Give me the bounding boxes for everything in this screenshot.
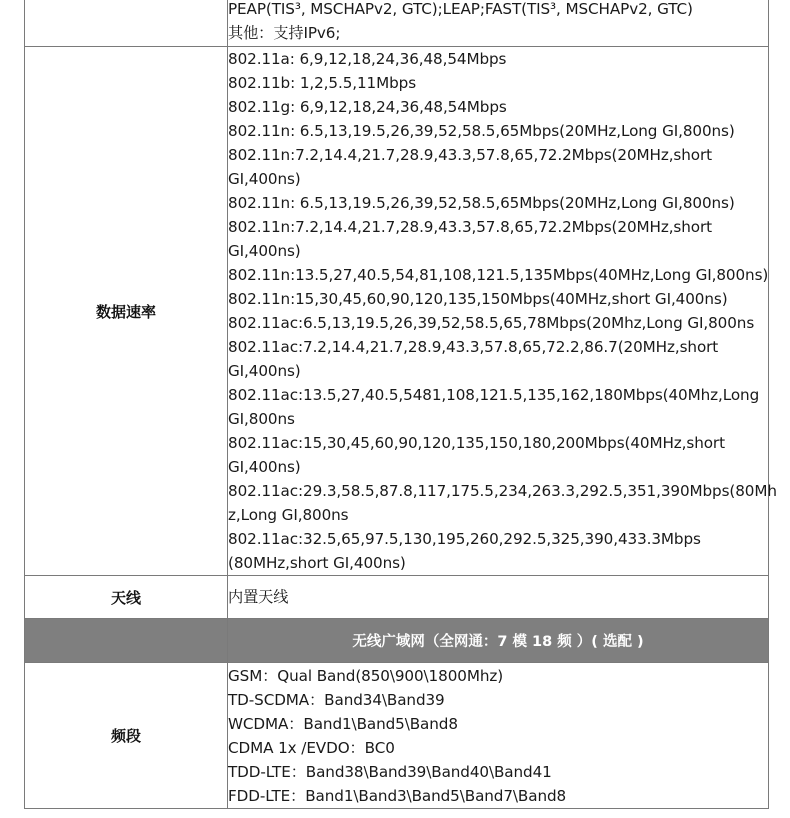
spec-line: 802.11n:13.5,27,40.5,54,81,108,121.5,135Mbps(40MHz,Long GI,800ns) (228, 266, 769, 284)
spec-line: 802.11a: 6,9,12,18,24,36,48,54Mbps (228, 50, 507, 68)
spec-line: 802.11ac:6.5,13,19.5,26,39,52,58.5,65,78Mbps(20Mhz,Long GI,800ns (228, 314, 755, 332)
frequency-label: 频段 (25, 663, 228, 809)
row-wwan-section-header (25, 619, 769, 663)
wwan-section-title: 无线广域网（全网通：7 模 18 频 ）( 选配 ) (228, 619, 769, 663)
spec-line: 其他：支持IPv6; (228, 23, 341, 42)
spec-table (24, 0, 777, 809)
spec-line: GSM：Qual Band(850\900\1800Mhz) (228, 666, 504, 685)
auth-value-cell (228, 0, 769, 47)
frequency-lines (228, 664, 768, 808)
data-rate-value-cell (228, 47, 777, 576)
spec-line: GI,400ns) (228, 362, 301, 380)
spec-line: GI,400ns) (228, 170, 301, 188)
spec-line: PEAP(TIS³, MSCHAPv2, GTC);LEAP;FAST(TIS³, MSCHAPv2, GTC) (228, 0, 693, 18)
spec-line: 802.11ac:32.5,65,97.5,130,195,260,292.5,325,390,433.3Mbps (228, 530, 701, 548)
spec-line: 802.11ac:13.5,27,40.5,5481,108,121.5,135,162,180Mbps(40Mhz,Long (228, 386, 760, 404)
row-authentication (25, 0, 769, 47)
section-header-blank-cell (25, 619, 228, 663)
spec-line: (80MHz,short GI,400ns) (228, 554, 406, 572)
spec-line: 802.11n: 6.5,13,19.5,26,39,52,58.5,65Mbps(20MHz,Long GI,800ns) (228, 122, 735, 140)
spec-line: 802.11ac:29.3,58.5,87.8,117,175.5,234,263.3,292.5,351,390Mbps(80Mh (228, 482, 777, 500)
spec-line: TDD-LTE：Band38\Band39\Band40\Band41 (228, 762, 552, 781)
spec-line: 802.11g: 6,9,12,18,24,36,48,54Mbps (228, 98, 507, 116)
frequency-value-cell (228, 663, 769, 809)
spec-line: 802.11n: 6.5,13,19.5,26,39,52,58.5,65Mbps(20MHz,Long GI,800ns) (228, 194, 735, 212)
spec-line: GI,400ns) (228, 458, 301, 476)
spec-line: GI,400ns) (228, 242, 301, 260)
spec-line: GI,800ns (228, 410, 295, 428)
spec-line: 802.11b: 1,2,5.5,11Mbps (228, 74, 417, 92)
row-data-rate (25, 47, 769, 576)
row-antenna (25, 576, 769, 619)
spec-line: 802.11ac:15,30,45,60,90,120,135,150,180,200Mbps(40MHz,short (228, 434, 725, 452)
spec-line: CDMA 1x /EVDO：BC0 (228, 738, 395, 757)
data-rate-label: 数据速率 (25, 47, 228, 576)
spec-line: 802.11n:7.2,14.4,21.7,28.9,43.3,57.8,65,72.2Mbps(20MHz,short (228, 218, 712, 236)
spec-line: WCDMA：Band1\Band5\Band8 (228, 714, 458, 733)
spec-line: 802.11ac:7.2,14.4,21.7,28.9,43.3,57.8,65,72.2,86.7(20MHz,short (228, 338, 719, 356)
spec-line: 802.11n:15,30,45,60,90,120,135,150Mbps(40MHz,short GI,400ns) (228, 290, 728, 308)
spec-line: FDD-LTE：Band1\Band3\Band5\Band7\Band8 (228, 786, 567, 805)
spec-line: TD-SCDMA：Band34\Band39 (228, 690, 445, 709)
antenna-value (228, 576, 769, 619)
data-rate-lines (228, 47, 777, 575)
spec-line: z,Long GI,800ns (228, 506, 349, 524)
spec-line: 802.11n:7.2,14.4,21.7,28.9,43.3,57.8,65,72.2Mbps(20MHz,short (228, 146, 712, 164)
auth-lines (228, 0, 768, 45)
antenna-label: 天线 (25, 576, 228, 619)
antenna-value-text: 内置天线 (228, 588, 289, 606)
row-frequency-band (25, 663, 769, 809)
auth-label-cell (25, 0, 228, 47)
